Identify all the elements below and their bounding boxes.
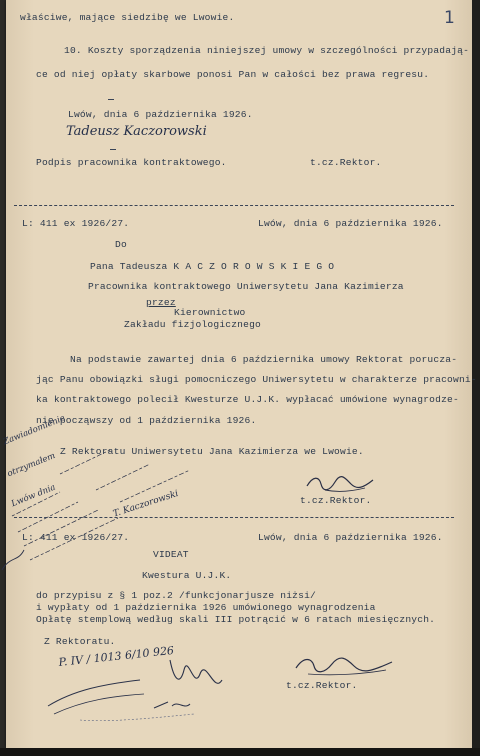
via-label: przez bbox=[146, 297, 176, 308]
contract-intro-line: właściwe, mające siedzibę we Lwowie. bbox=[20, 12, 235, 23]
via-line-1: Kierownictwo bbox=[174, 307, 246, 318]
letter-date: Lwów, dnia 6 października 1926. bbox=[258, 218, 443, 229]
employee-signature-label: Podpis pracownika kontraktowego. bbox=[36, 157, 227, 168]
section-separator bbox=[14, 205, 454, 206]
rectorate-office: Z Rektoratu Uniwersytetu Jana Kazimierza we Lwowie. bbox=[60, 446, 364, 457]
bursary-recipient: Kwestura U.J.K. bbox=[142, 570, 232, 581]
recipient-prefix: Do bbox=[115, 239, 127, 250]
bursary-marks-scrawl bbox=[44, 650, 244, 730]
order-line-1: do przypisu z § 1 poz.2 /funkcjonarjusze niżsi/ bbox=[36, 590, 316, 601]
rector-label: t.cz.Rektor. bbox=[300, 495, 372, 506]
body-line-2: jąc Panu obowiązki sługi pomocniczego Uniwersytetu w charakterze pracowni- bbox=[36, 374, 477, 385]
rector-label: t.cz.Rektor. bbox=[286, 680, 358, 691]
body-line-4: nie począwszy od 1 października 1926. bbox=[36, 415, 257, 426]
separator-dash bbox=[110, 149, 116, 150]
contract-place-date: Lwów, dnia 6 października 1926. bbox=[68, 109, 253, 120]
addressee-position: Pracownika kontraktowego Uniwersytetu Jana Kazimierza bbox=[88, 281, 404, 292]
employee-signature: Tadeusz Kaczorowski bbox=[66, 124, 207, 139]
body-line-3: ka kontraktowego polecił Kwesturze U.J.K. wypłacać umówione wynagrodze- bbox=[36, 394, 459, 405]
clause-10-line-1: 10. Koszty sporządzenia niniejszej umowy w szczególności przypadają- bbox=[64, 45, 470, 56]
reference-number: L: 411 ex 1926/27. bbox=[22, 532, 130, 543]
via-line-2: Zakładu fizjologicznego bbox=[124, 319, 262, 330]
rector-signature-scrawl bbox=[305, 472, 375, 496]
clause-10-line-2: ce od niej opłaty skarbowe ponosi Pan w całości bez prawa regresu. bbox=[36, 69, 430, 80]
body-line-1: Na podstawie zawartej dnia 6 października umowy Rektorat porucza- bbox=[70, 354, 458, 365]
section-separator bbox=[14, 517, 454, 518]
scan-edge-bottom bbox=[0, 748, 480, 756]
margin-note-line-3: Lwów dnia bbox=[10, 482, 58, 510]
addressee-name: Pana Tadeusza K A C Z O R O W S K I E G O bbox=[90, 261, 335, 272]
videat-heading: VIDEAT bbox=[153, 549, 189, 560]
margin-note-line-2: otrzymałem bbox=[6, 450, 57, 480]
separator-dash bbox=[108, 99, 114, 100]
handwritten-date-note: P. IV / 1013 6/10 926 bbox=[58, 643, 175, 669]
order-line-2: i wypłaty od 1 października 1926 umówionego wynagrodzenia bbox=[36, 602, 376, 613]
margin-signature: T. Kaczorowski bbox=[112, 488, 180, 520]
rector-label: t.cz.Rektor. bbox=[310, 157, 382, 168]
rectorate-office: Z Rektoratu. bbox=[44, 636, 116, 647]
margin-note-line-1: Zawiadomienie bbox=[2, 413, 67, 448]
order-date: Lwów, dnia 6 października 1926. bbox=[258, 532, 443, 543]
reference-number: L: 411 ex 1926/27. bbox=[22, 218, 130, 229]
page-number: 1 bbox=[444, 8, 455, 28]
rector-signature-scrawl bbox=[294, 652, 394, 678]
order-line-3: Opłatę stemplową według skali III potrącić w 6 ratach miesięcznych. bbox=[36, 614, 436, 625]
